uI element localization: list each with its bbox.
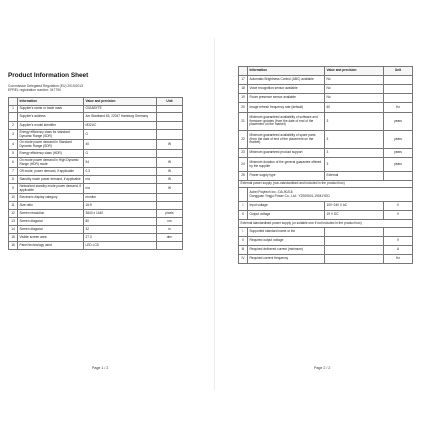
row-information: Output voltage [248, 211, 325, 220]
header-cell: Information [18, 98, 84, 106]
table-row [239, 246, 413, 255]
row-value: No [325, 76, 384, 85]
header-cell: Information [248, 67, 325, 76]
row-value: M32UC [84, 122, 157, 130]
row-number: 24 [239, 158, 248, 172]
row-value: LED LCD [84, 242, 157, 250]
row-information: Size ratio [18, 202, 84, 210]
row-unit: W [157, 140, 183, 150]
row-unit [384, 76, 413, 85]
row-number: I [239, 202, 248, 211]
row-unit [157, 202, 183, 210]
row-number: 16 [9, 242, 18, 250]
table-row [9, 210, 183, 218]
table-row [239, 237, 413, 246]
info-table-page1 [8, 97, 183, 250]
row-unit [384, 85, 413, 94]
row-value: External [325, 172, 384, 181]
row-value: Am Stadtrand 63, 22047 Hamburg Germany [84, 113, 157, 122]
row-number: I [239, 228, 248, 237]
row-information: Energy efficiency class for standard Dynamic Range (SDR) [18, 130, 84, 140]
table-row [239, 255, 413, 264]
row-number: 20 [239, 103, 248, 113]
row-information: Supplier's address [18, 113, 84, 122]
row-information: Minimum guaranteed availability of spare parts (from the date of end of the placement on the market) [248, 131, 325, 149]
table-header [9, 98, 183, 106]
table-row [239, 76, 413, 85]
row-information: Required current frequency [248, 255, 325, 264]
row-unit: W [157, 176, 183, 184]
row-unit: pixels [157, 210, 183, 218]
row-unit: V [384, 237, 413, 246]
row-unit: V [384, 202, 413, 211]
row-unit [157, 242, 183, 250]
row-number: 22 [239, 131, 248, 149]
table-header [239, 67, 413, 76]
row-unit: dm² [157, 234, 183, 242]
header-cell: Value and precision [84, 98, 157, 106]
row-value: 3 [325, 158, 384, 172]
row-information: Screen diagonal [18, 226, 84, 234]
row-information: Energy efficiency class (HDR) [18, 150, 84, 158]
table-row [9, 150, 183, 158]
row-number: 19 [239, 94, 248, 103]
row-unit: W [157, 184, 183, 194]
regulation-line: Commission Delegated Regulation (EU) 2019/2013 [8, 84, 83, 88]
row-number: IV [239, 255, 248, 264]
table-row [9, 202, 183, 210]
row-value: 3840 x 1440 [84, 210, 157, 218]
row-unit: years [384, 158, 413, 172]
row-unit: Hz [384, 255, 413, 264]
row-information: Image refresh frequency rate (default) [248, 103, 325, 113]
row-number: 10 [9, 194, 18, 202]
adapter-row [239, 188, 413, 202]
row-number: 4 [9, 140, 18, 150]
row-number: 12 [9, 210, 18, 218]
row-information: Required delivered current (minimum) [248, 246, 325, 255]
section-note-row [239, 181, 413, 188]
row-unit: Hz [384, 103, 413, 113]
row-unit [157, 130, 183, 140]
row-number: 25 [239, 172, 248, 181]
row-value: No [325, 85, 384, 94]
row-number: 18 [239, 85, 248, 94]
table-row [9, 218, 183, 226]
row-information: On mode power demand in High Dynamic Range (HDR) mode [18, 158, 84, 168]
row-number [9, 113, 18, 122]
section-note: External power supply (non-standardised and included in the product box) [239, 181, 413, 188]
row-unit: cm [157, 218, 183, 226]
row-number: 2 [9, 122, 18, 130]
row-information: Input voltage [248, 202, 325, 211]
row-number: 17 [239, 76, 248, 85]
row-information: Screen resolution [18, 210, 84, 218]
header-cell: Value and precision [325, 67, 384, 76]
row-value [325, 246, 384, 255]
section-note: External standardised power supply (or suitable one if not included in the product box) [239, 220, 413, 228]
row-value: 54 [84, 158, 157, 168]
row-value [325, 237, 384, 246]
row-number: III [239, 246, 248, 255]
row-unit: years [384, 113, 413, 131]
row-value: 3 [325, 113, 384, 131]
row-information: Supported standard name or list [248, 228, 325, 237]
sheet-title: Product Information Sheet [8, 72, 89, 79]
page-divider [214, 38, 215, 390]
row-unit: A [384, 246, 413, 255]
header-cell [9, 98, 18, 106]
row-information: Minimum duration of the general guarantee offered by the supplier [248, 158, 325, 172]
row-information: Power supply type [248, 172, 325, 181]
table-row [239, 131, 413, 149]
row-value: GIGABYTE [84, 106, 157, 113]
row-information: On mode power demand in Standard Dynamic Range (SDR) [18, 140, 84, 150]
row-value: 80 [84, 218, 157, 226]
row-number: II [239, 237, 248, 246]
header-cell [239, 67, 248, 76]
row-information: Room presence sensor available [248, 94, 325, 103]
table-row [239, 149, 413, 158]
row-information: Screen diagonal [18, 218, 84, 226]
row-value: G [84, 130, 157, 140]
table-row [9, 158, 183, 168]
row-information: Minimum guaranteed product support [248, 149, 325, 158]
table-row [239, 103, 413, 113]
row-value: 60 [325, 103, 384, 113]
table-row [9, 122, 183, 130]
page-1 [6, 36, 206, 394]
row-number: 23 [239, 149, 248, 158]
row-information: Electronic display category [18, 194, 84, 202]
table-row [239, 94, 413, 103]
adapter-model-line: Acbel Polytech Inc.: DA-90J16 [249, 189, 293, 194]
row-unit [157, 150, 183, 158]
row-number: 8 [9, 176, 18, 184]
row-value: 40 [84, 140, 157, 150]
row-number: 9 [9, 184, 18, 194]
row-number: 1 [9, 106, 18, 113]
row-value: G [84, 150, 157, 158]
row-value [325, 255, 384, 264]
table-row [9, 194, 183, 202]
header-cell: Unit [157, 98, 183, 106]
row-unit [157, 122, 183, 130]
adapter-model-line: Dongguan Yingju Power Co., Ltd.: Y2S09001-19041YED [249, 193, 330, 198]
row-value [325, 228, 384, 237]
row-unit [384, 228, 413, 237]
row-unit: years [384, 149, 413, 158]
table-row [9, 176, 183, 184]
row-number: 14 [9, 226, 18, 234]
table-row [9, 140, 183, 150]
section-note-row [239, 220, 413, 228]
header-cell: Unit [384, 67, 413, 76]
eprel-line: EPREL registration number: 347790 [8, 88, 61, 92]
row-value: 19 V DC [325, 211, 384, 220]
row-value: 32 [84, 226, 157, 234]
row-number: 7 [9, 168, 18, 176]
table-row [9, 226, 183, 234]
row-information: Off mode, power demand, if applicable [18, 168, 84, 176]
row-value: n/a [84, 184, 157, 194]
row-number: 13 [9, 218, 18, 226]
table-row [239, 158, 413, 172]
row-value: n/a [84, 176, 157, 184]
page-number: Page 1 / 2 [92, 366, 109, 370]
table-row [9, 130, 183, 140]
row-information: Visible screen area [18, 234, 84, 242]
row-unit [384, 94, 413, 103]
row-number: 11 [9, 202, 18, 210]
row-information: Automatic Brightness Control (ABC) available [248, 76, 325, 85]
row-information: Panel technology used [18, 242, 84, 250]
row-unit [157, 106, 183, 113]
table-row [239, 228, 413, 237]
table-row [239, 85, 413, 94]
table-row [9, 106, 183, 113]
row-number: 15 [9, 234, 18, 242]
info-table-page2 [238, 66, 413, 264]
row-number [239, 188, 248, 202]
page-2 [228, 36, 428, 394]
row-information: Supplier's name or trade mark [18, 106, 84, 113]
row-information: Voice recognition sensor available [248, 85, 325, 94]
table-row [9, 184, 183, 194]
row-value: 3 [325, 149, 384, 158]
table-row [9, 234, 183, 242]
row-information: Standby mode power demand, if applicable [18, 176, 84, 184]
row-value: 3 [325, 131, 384, 149]
row-unit [157, 113, 183, 122]
row-value: 100~240 V AC [325, 202, 384, 211]
row-value: 16:9 [84, 202, 157, 210]
row-unit: W [157, 158, 183, 168]
row-unit [384, 172, 413, 181]
row-number: II [239, 211, 248, 220]
row-information: Supplier's model identifier [18, 122, 84, 130]
row-value: 0.3 [84, 168, 157, 176]
table-row [239, 172, 413, 181]
row-unit [157, 194, 183, 202]
table-row [9, 242, 183, 250]
row-value: monitor [84, 194, 157, 202]
row-number: 3 [9, 130, 18, 140]
table-row [239, 202, 413, 211]
row-unit: in [157, 226, 183, 234]
row-value: No [325, 94, 384, 103]
row-number: 21 [239, 113, 248, 131]
row-unit: W [157, 168, 183, 176]
table-row [239, 211, 413, 220]
row-number: 5 [9, 150, 18, 158]
row-unit: V [384, 211, 413, 220]
table-row [9, 168, 183, 176]
row-information: Networked standby mode power demand, if applicable [18, 184, 84, 194]
table-row [9, 113, 183, 122]
row-information: Minimum guaranteed availability of software and firmware updates (from the date of end of the placement on the market) [248, 113, 325, 131]
row-number: 6 [9, 158, 18, 168]
page-number: Page 2 / 2 [314, 366, 331, 370]
row-unit: years [384, 131, 413, 149]
table-row [239, 113, 413, 131]
row-information: Required output voltage [248, 237, 325, 246]
adapter-models [248, 188, 413, 202]
row-value: 27.3 [84, 234, 157, 242]
